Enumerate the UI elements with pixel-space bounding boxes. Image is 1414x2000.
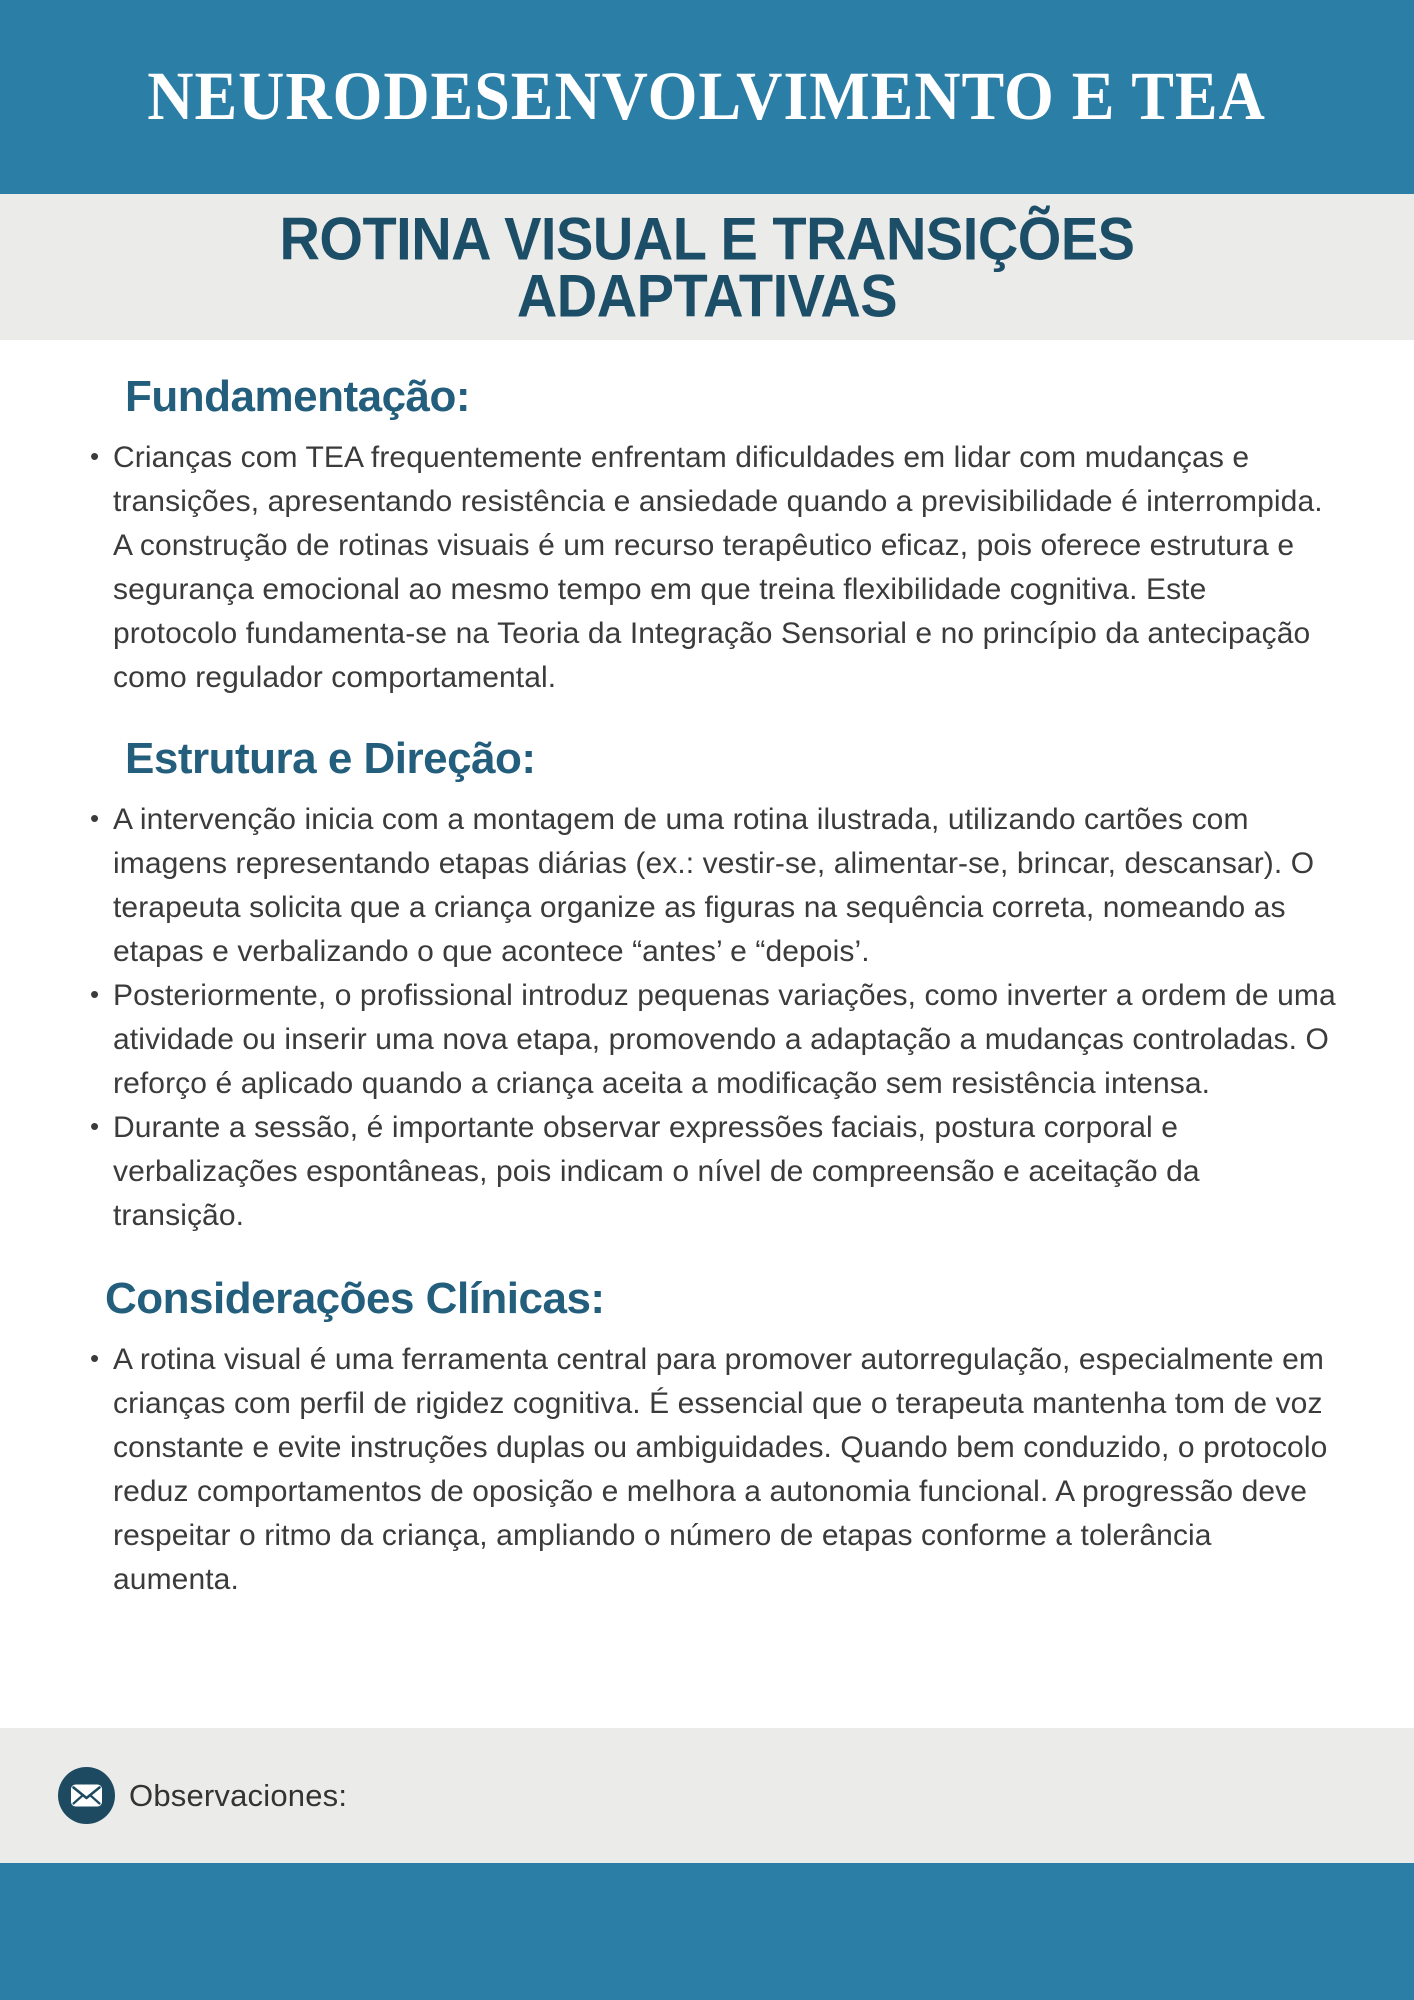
list-item: • Posteriormente, o profissional introduz pequenas variações, como inverter a ordem de uma atividade ou inserir uma nova etapa, promovendo a adaptação a mudanças controladas. O reforço é aplicado quando a criança aceita a modificação sem resistência intensa. [88, 974, 1338, 1106]
subtitle-band [0, 194, 1414, 340]
list-item: • Crianças com TEA frequentemente enfrentam dificuldades em lidar com mudanças e transições, apresentando resistência e ansiedade quando a previsibilidade é interrompida. A construção de rotinas visuais é um recurso terapêutico eficaz, pois oferece estrutura e segurança emocional ao mesmo tempo em que treina flexibilidade cognitiva. Este protocolo fundamenta-se na Teoria da Integração Sensorial e no princípio da antecipação como regulador comportamental. [88, 436, 1338, 700]
header-band [0, 0, 1414, 194]
section-heading-estrutura: Estrutura e Direção: [125, 734, 536, 783]
observations-label: Observaciones: [129, 1777, 348, 1813]
list-item: • A rotina visual é uma ferramenta central para promover autorregulação, especialmente em crianças com perfil de rigidez cognitiva. É essencial que o terapeuta mantenha tom de voz constante e evite instruções duplas ou ambiguidades. Quando bem conduzido, o protocolo reduz comportamentos de oposição e melhora a autonomia funcional. A progressão deve respeitar o ritmo da criança, ampliando o número de etapas conforme a tolerância aumenta. [88, 1338, 1338, 1602]
section-heading-fundamentacao: Fundamentação: [125, 372, 471, 421]
section-heading-consideracoes: Considerações Clínicas: [105, 1274, 605, 1323]
envelope-icon [58, 1767, 115, 1824]
bottom-band [0, 1863, 1414, 2000]
bullet-list-fundamentacao [88, 436, 1338, 700]
footer-band [0, 1728, 1414, 1863]
list-item: • Durante a sessão, é importante observar expressões faciais, postura corporal e verbalizações espontâneas, pois indicam o nível de compreensão e aceitação da transição. [88, 1106, 1338, 1238]
bullet-list-estrutura [88, 798, 1338, 1238]
subtitle-line-1: ROTINA VISUAL E TRANSIÇÕES [279, 204, 1135, 273]
page-title: NEURODESENVOLVIMENTO E TEA [147, 58, 1267, 135]
bullet-list-consideracoes [88, 1338, 1338, 1602]
subtitle-line-2: ADAPTATIVAS [516, 261, 898, 330]
list-item: • A intervenção inicia com a montagem de uma rotina ilustrada, utilizando cartões com imagens representando etapas diárias (ex.: vestir-se, alimentar-se, brincar, descansar). O terapeuta solicita que a criança organize as figuras na sequência correta, nomeando as etapas e verbalizando o que acontece “antes’ e “depois’. [88, 798, 1338, 974]
content-area [0, 340, 1414, 1728]
